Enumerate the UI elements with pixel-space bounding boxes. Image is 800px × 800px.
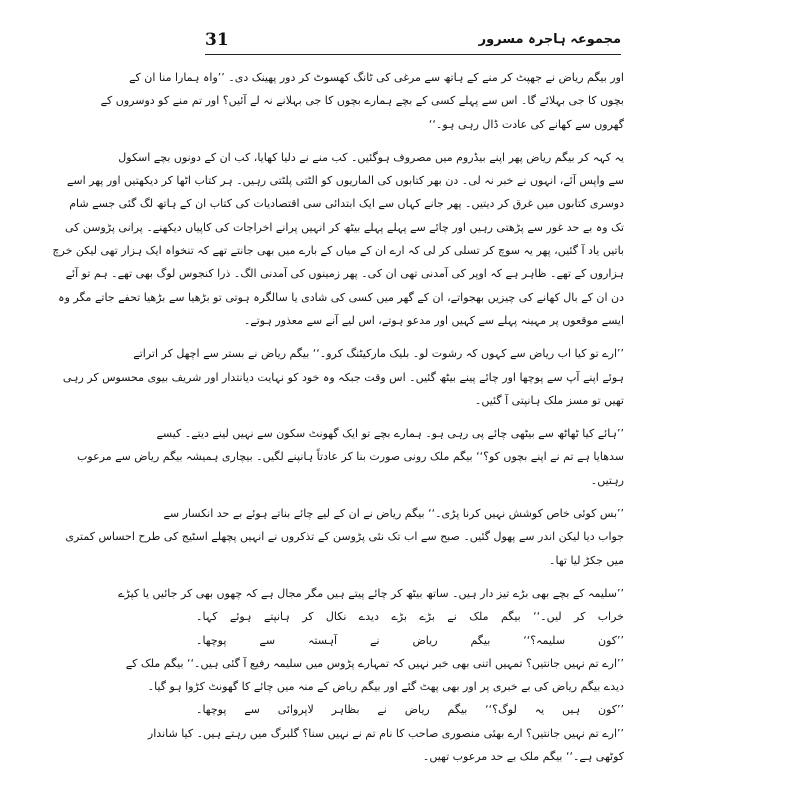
text-line: جواب دیا لیکن اندر سے پھول گئیں۔ صبح سے اب تک نئی پڑوسن کے تذکروں نے انہیں پچھلے اسٹیج کی طرح احساس کمتری xyxy=(65,530,624,544)
text-line: دیدے بیگم ریاض کی بے خبری پر اور بھی پھٹ گئے اور بیگم ریاض کے منہ میں چائے کا گھونٹ کڑوا ہو گیا۔ xyxy=(147,680,624,694)
text-line: میں جکڑ لیا تھا۔ xyxy=(549,553,624,567)
text-line: ہزاروں کے تھے۔ ظاہر ہے کہ اوپر کی آمدنی تھی ان کی۔ پھر زمینوں کی آمدنی الگ۔ ذرا کنجوس لوگ بھی تھے۔ ہم تو آئے xyxy=(65,267,624,281)
paragraph xyxy=(65,502,624,572)
text-line: ’’کون ہیں یہ لوگ؟‘‘ بیگم ریاض نے بظاہر لاپروائی سے پوچھا۔ xyxy=(196,703,624,717)
text-line: خراب کر لیں۔‘‘ بیگم ملک نے بڑے بڑے دیدے نکال کر ہانپتے ہوئے کہا۔ xyxy=(196,610,624,624)
text-line: ’’کون سلیمہ؟‘‘ بیگم ریاض نے آہستہ سے پوچھا۔ xyxy=(196,633,624,647)
paragraph xyxy=(100,66,624,136)
body-text xyxy=(52,66,624,786)
paragraph xyxy=(52,146,624,332)
text-line: دن ان کے بال کھانے کی چیزیں بھجواتے، ان کے گھر میں کسی کی شادی یا سالگرہ ہوتی تو بڑھیا سے بڑھیا تحفے جاتے مگر وہ xyxy=(58,290,624,304)
text-line: تھیں تو مسز ملک ہانپتی آ گئیں۔ xyxy=(474,393,624,407)
text-line: کوٹھی ہے۔‘‘ بیگم ملک بے حد مرعوب تھیں۔ xyxy=(422,750,624,764)
paragraph xyxy=(77,422,624,492)
paragraph-gap xyxy=(196,136,624,146)
page-number: 31 xyxy=(205,30,229,50)
page-header xyxy=(205,30,621,55)
text-line: دوسری کتابوں میں غرق کر دیتیں۔ پھر جانے کہاں سے ایک ابتدائی سی اقتصادیات کی کتاب ان کے ہاتھ لگ گئی جسے شام xyxy=(69,197,624,211)
text-line: بچوں کا جی بہلائے گا۔ اس سے پہلے کسی کے بچے ہمارے بچوں کا جی بہلانے نہ لے آئیں؟ اور تم منے کو دوسروں کے xyxy=(100,94,624,108)
text-line: ’’ارے تم نہیں جانتیں؟ ارے بھئی منصوری صاحب کا نام تم نے نہیں سنا؟ گلبرگ میں رہتے ہیں۔ کیا شاندار xyxy=(147,726,624,740)
text-line: ’’ارے تم نہیں جانتیں؟ تمہیں اتنی بھی خبر نہیں کہ تمہارے پڑوس میں سلیمہ رفیع آ گئی ہیں۔‘‘ بیگم ملک کے xyxy=(125,656,624,670)
paragraph-gap xyxy=(196,492,624,502)
text-line: ہوئے اپنے آپ سے پوچھا اور چائے پینے بیٹھ گئیں۔ اس وقت جبکہ وہ خود کو نہایت دیانتدار اور شریف بیوی محسوس کر رہی xyxy=(62,370,624,384)
text-line: سدھایا ہے تم نے اپنے بچوں کو؟‘‘ بیگم ملک رونی صورت بنا کر عادتاً ہانپنے لگیں۔ بیچاری ہمیشہ بیگم ریاض سے مرعوب xyxy=(77,450,624,464)
paragraph xyxy=(118,582,624,768)
text-line: ایسے موقعوں پر مہینہ پہلے سے کہیں اور مدعو ہوتے، اس لیے آنے سے معذور ہوتے۔ xyxy=(243,313,624,327)
text-line: یہ کہہ کر بیگم ریاض پھر اپنے بیڈروم میں مصروف ہوگئیں۔ کب منے نے دلیا کھایا، کب ان کے دونوں بچے اسکول xyxy=(118,150,624,164)
paragraph-gap xyxy=(196,572,624,582)
paragraph-gap xyxy=(196,412,624,422)
paragraph xyxy=(62,342,624,412)
text-line: تک وہ بے حد غور سے پڑھتی رہیں اور چائے سے پہلے پہلے بیٹھ کر انہیں پرانے اخراجات کی کاپیاں دیکھنے۔ پرانی پڑوسن کی xyxy=(64,220,624,234)
text-line: ’’ہائے کیا ٹھاٹھ سے بیٹھی چائے پی رہی ہو۔ ہمارے بچے تو ایک گھونٹ سکون سے نہیں لینے دیتے۔ کیسے xyxy=(156,427,624,441)
text-line: ’’بس کوئی خاص کوشش نہیں کرنا پڑی۔‘‘ بیگم ریاض نے ان کے لیے چائے بناتے ہوئے بے حد انکسار سے xyxy=(163,507,624,521)
text-line: رہتیں۔ xyxy=(590,473,624,487)
text-line: سے واپس آئے، انہوں نے خبر نہ لی۔ دن بھر کتابوں کی الماریوں کو الٹتی پلٹتی رہیں۔ ہر کتاب اٹھا کر دیکھتیں اور پھر اسے xyxy=(66,174,624,188)
text-line: ’’سلیمہ کے بچے بھی بڑے تیز دار ہیں۔ ساتھ بیٹھ کر چائے پیتے ہیں مگر مجال ہے کہ چھوں بھی کر جائیں یا کپڑے xyxy=(118,586,624,600)
text-line: ’’ارے تو کیا اب ریاض سے کہوں کہ رشوت لو۔ بلیک مارکیٹنگ کرو۔‘‘ بیگم ریاض نے بستر سے اچھل کر اتراتے xyxy=(133,347,624,361)
text-line: گھروں سے کھانے کی عادت ڈال رہی ہو۔‘‘ xyxy=(428,117,624,131)
running-title: مجموعہ ہاجرہ مسرور xyxy=(478,32,621,47)
text-line: باتیں یاد آ گئیں، پھر یہ سوچ کر تسلی کر لی کہ ارے ان کے میاں کے بارے میں بھی جانتے تھے کہ تنخواہ ایک ہزار تھی لیکن خرچ xyxy=(52,244,624,258)
paragraph-gap xyxy=(196,332,624,342)
text-line: اور بیگم ریاض نے جھپٹ کر منے کے ہاتھ سے مرغی کی ٹانگ کھسوٹ کر دور پھینک دی۔ ’’واہ ہمارا منا ان کے xyxy=(129,71,624,84)
